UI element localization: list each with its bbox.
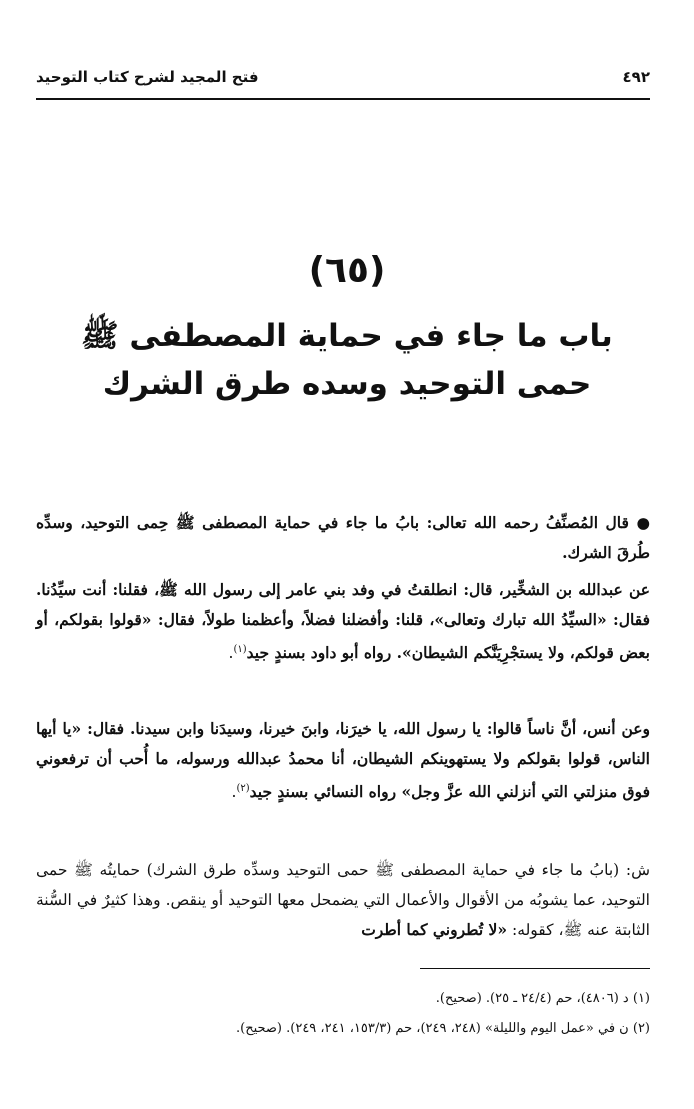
paragraph-text: ش: (بابُ ما جاء في حماية المصطفى ﷺ حمى التوحيد وسدِّه طرق الشرك) حمايتُه ﷺ حمى التوحيد، عما يشوبُه من الأقوال والأعمال التي يضمحل معها التوحيد أو ينقص. وهذا كثيرٌ في السُّنة الثابتة عنه ﷺ، كقوله: xyxy=(36,861,650,939)
paragraph-author-statement xyxy=(36,508,650,568)
page-number: ٤٩٢ xyxy=(622,68,650,86)
header-divider xyxy=(36,98,650,100)
footnote-marker: (٢) xyxy=(632,1021,650,1036)
paragraph-text: ● قال المُصنِّفُ رحمه الله تعالى: بابُ ما جاء في حماية المصطفى ﷺ حِمى التوحيد، وسدِّه طُرقَ الشرك. xyxy=(36,513,650,562)
book-title: فتح المجيد لشرح كتاب التوحيد xyxy=(36,68,259,86)
footnote-reference: (٢) xyxy=(236,783,250,794)
footnotes xyxy=(36,984,650,1044)
paragraph-hadith-2: وعن أنس، أنَّ ناساً قالوا: يا رسول الله، يا خيرَنا، وابنَ خيرنا، وسيدَنا وابن سيدنا. فقال: «يا أيها الناس، قولوا بقولكم ولا يستهوينكم الشيطان، أنا محمدُ عبدالله ورسوله، ما أُحب أن ترفعوني فوق منزلتي التي أنزلني الله عزَّ وجل» رواه النسائي بسندٍ جيد$^{(٢)}$. xyxy=(36,719,651,802)
paragraph-commentary xyxy=(36,855,650,945)
footnote-text: د (٤٨٠٦)، حم (٢٤/٤ ـ ٢٥). (صحيح). xyxy=(435,991,629,1006)
quote-text: «لا تُطروني كما أطرت xyxy=(361,920,508,939)
footnote-item xyxy=(36,1014,650,1044)
paragraph-hadith-1: عن عبدالله بن الشخِّير، قال: انطلقتُ في وفد بني عامر إلى رسول الله ﷺ، فقلنا: أنت سيِّدُنا. فقال: «السيِّدُ الله تبارك وتعالى»، قلنا: وأفضلنا فضلاً، وأعظمنا طولاً، فقال: «قولوا بقولكم، أو بعض قولكم، ولا يستجْرِيَنَّكم الشيطان». رواه أبو داود بسندٍ جيد$^{(١)}$. xyxy=(36,580,650,663)
footnote-marker: (١) xyxy=(632,991,650,1006)
chapter-title-line-2: حمى التوحيد وسده طرق الشرك xyxy=(102,366,592,402)
footnote-divider xyxy=(420,968,650,969)
chapter-number: (٦٥) xyxy=(308,250,386,291)
running-header xyxy=(36,62,650,92)
paragraph-text: وعن أنس، أنَّ ناساً قالوا: يا رسول الله، يا خيرَنا، وابنَ خيرنا، وسيدَنا وابن سيدنا. فقال: «يا أيها الناس، قولوا بقولكم ولا يستهوينكم الشيطان، أنا محمدُ عبدالله ورسوله، ما أُحب أن ترفعوني فوق منزلتي التي أنزلني الله عزَّ وجل» رواه النسائي بسندٍ جيد xyxy=(36,719,651,802)
footnote-reference: (١) xyxy=(233,644,247,655)
footnote-item xyxy=(36,984,650,1014)
paragraph-text: عن عبدالله بن الشخِّير، قال: انطلقتُ في وفد بني عامر إلى رسول الله ﷺ، فقلنا: أنت سيِّدُنا. فقال: «السيِّدُ الله تبارك وتعالى»، قلنا: وأفضلنا فضلاً، وأعظمنا طولاً، فقال: «قولوا بقولكم، أو بعض قولكم، ولا يستجْرِيَنَّكم الشيطان». رواه أبو داود بسندٍ جيد xyxy=(36,580,650,663)
footnote-text: ن في «عمل اليوم والليلة» (٢٤٨، ٢٤٩)، حم (١٥٣/٣، ٢٤١، ٢٤٩). (صحيح). xyxy=(235,1021,629,1036)
chapter-title xyxy=(40,312,654,408)
chapter-title-line-1: باب ما جاء في حماية المصطفى ﷺ xyxy=(81,318,613,354)
